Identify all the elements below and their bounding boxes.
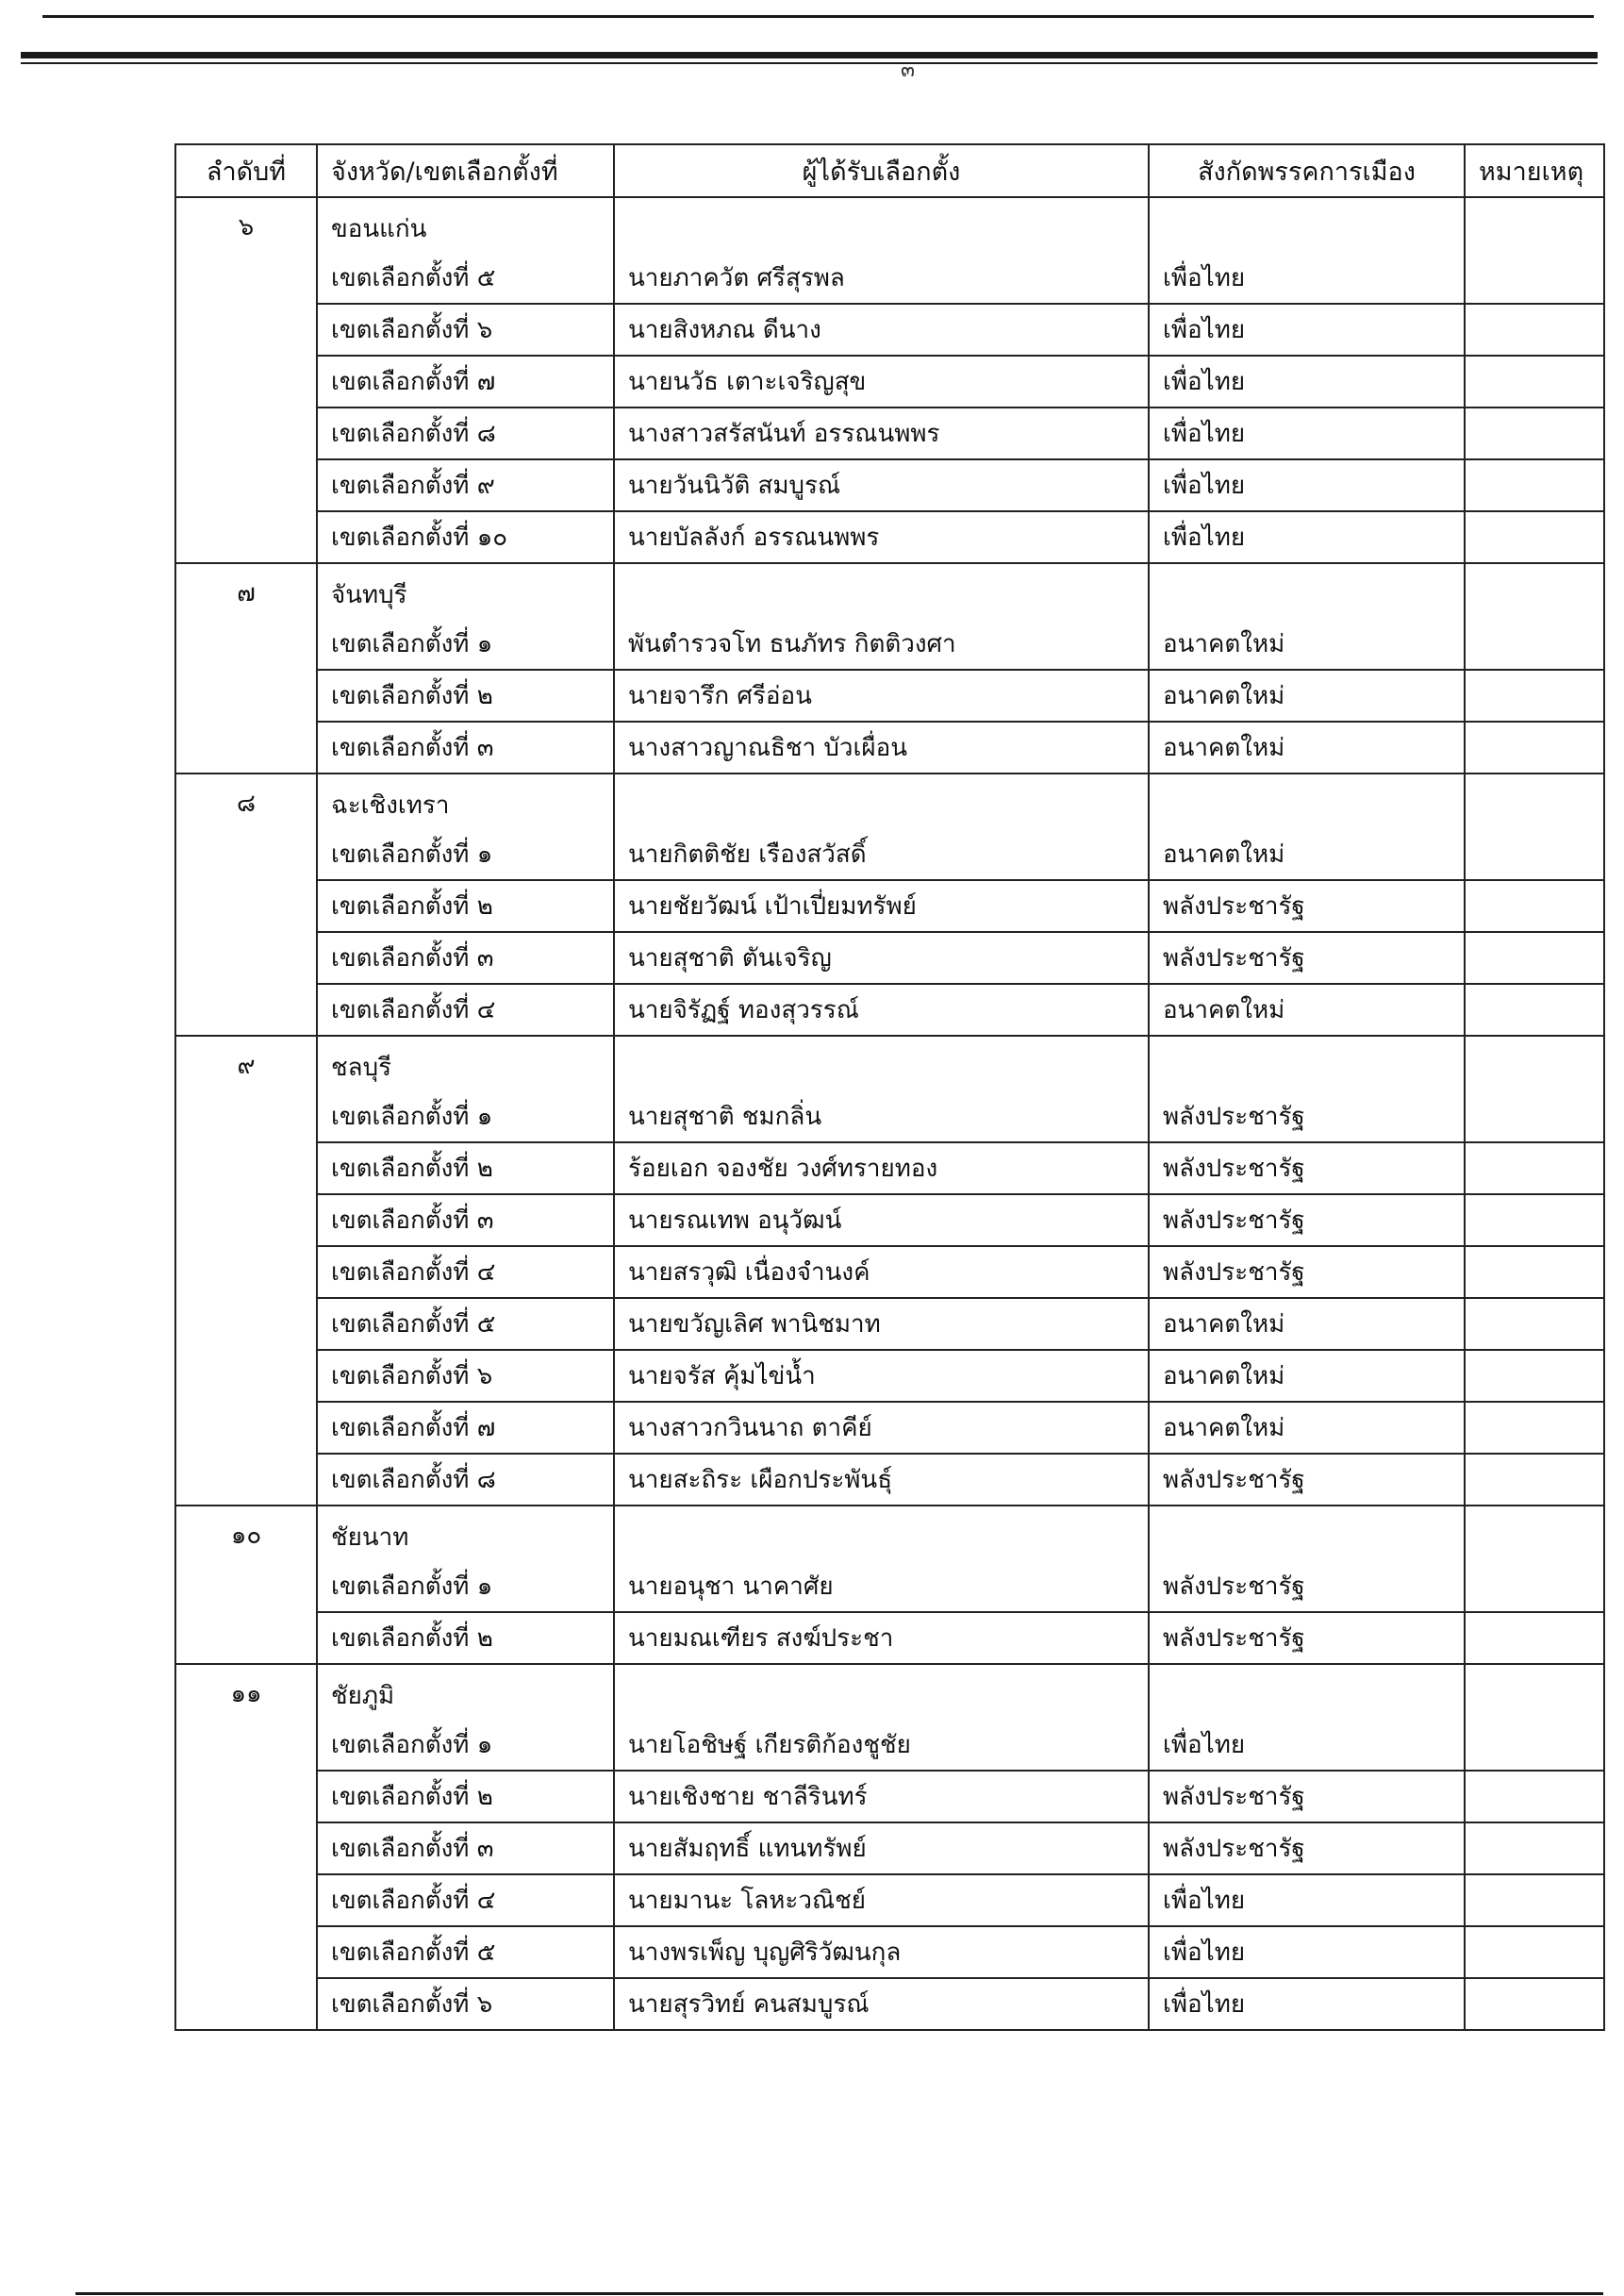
province-row [175, 197, 1604, 253]
table-row [175, 1246, 1604, 1298]
district-cell: เขตเลือกตั้งที่ ๘ [317, 1454, 614, 1506]
bottom-rule [75, 2292, 1603, 2295]
note-cell [1465, 459, 1604, 511]
table-row [175, 984, 1604, 1036]
note-cell [1465, 829, 1604, 880]
table-row [175, 1194, 1604, 1246]
note-cell [1465, 408, 1604, 459]
note-cell [1465, 1246, 1604, 1298]
empty-cell [614, 1036, 1149, 1091]
district-cell: เขตเลือกตั้งที่ ๕ [317, 1926, 614, 1978]
district-cell: เขตเลือกตั้งที่ ๒ [317, 1612, 614, 1664]
party-cell: อนาคตใหม่ [1149, 829, 1465, 880]
note-cell [1465, 1091, 1604, 1142]
elected-person-cell: นายขวัญเลิศ พานิชมาท [614, 1298, 1149, 1350]
note-cell [1465, 1978, 1604, 2030]
province-name: ขอนแก่น [317, 197, 614, 253]
party-cell: พลังประชารัฐ [1149, 1091, 1465, 1142]
table-row [175, 1298, 1604, 1350]
province-name: ฉะเชิงเทรา [317, 774, 614, 829]
page-number: ๓ [901, 58, 916, 82]
party-cell: อนาคตใหม่ [1149, 722, 1465, 774]
party-cell: เพื่อไทย [1149, 408, 1465, 459]
elected-person-cell: นายสัมฤทธิ์ แทนทรัพย์ [614, 1822, 1149, 1874]
row-number: ๖ [175, 197, 317, 563]
district-cell: เขตเลือกตั้งที่ ๖ [317, 1978, 614, 2030]
party-cell: พลังประชารัฐ [1149, 1771, 1465, 1822]
empty-cell [614, 1664, 1149, 1720]
elected-person-cell: นายสิงหภณ ดีนาง [614, 304, 1149, 356]
note-cell [1465, 1612, 1604, 1664]
note-cell [1465, 1194, 1604, 1246]
party-cell: พลังประชารัฐ [1149, 1246, 1465, 1298]
empty-cell [1465, 1036, 1604, 1091]
elected-person-cell: นายสุชาติ ชมกลิ่น [614, 1091, 1149, 1142]
elected-person-cell: นายเชิงชาย ชาลีรินทร์ [614, 1771, 1149, 1822]
empty-cell [1465, 563, 1604, 619]
empty-cell [614, 774, 1149, 829]
note-cell [1465, 722, 1604, 774]
elected-person-cell: นายอนุชา นาคาศัย [614, 1561, 1149, 1612]
note-cell [1465, 1402, 1604, 1454]
elected-person-cell: นางสาวสรัสนันท์ อรรณนพพร [614, 408, 1149, 459]
elected-person-cell: นายจารึก ศรีอ่อน [614, 670, 1149, 722]
table-row [175, 408, 1604, 459]
note-cell [1465, 932, 1604, 984]
note-cell [1465, 1926, 1604, 1978]
note-cell [1465, 253, 1604, 304]
header-person: ผู้ได้รับเลือกตั้ง [614, 144, 1149, 197]
elected-person-cell: นายภาควัต ศรีสุรพล [614, 253, 1149, 304]
district-cell: เขตเลือกตั้งที่ ๗ [317, 1402, 614, 1454]
district-cell: เขตเลือกตั้งที่ ๙ [317, 459, 614, 511]
empty-cell [1149, 1664, 1465, 1720]
elected-person-cell: นายชัยวัฒน์ เป้าเปี่ยมทรัพย์ [614, 880, 1149, 932]
header-party: สังกัดพรรคการเมือง [1149, 144, 1465, 197]
district-cell: เขตเลือกตั้งที่ ๗ [317, 356, 614, 408]
top-rule-thin [42, 15, 1594, 18]
district-cell: เขตเลือกตั้งที่ ๒ [317, 670, 614, 722]
empty-cell [1465, 774, 1604, 829]
table-row [175, 1561, 1604, 1612]
party-cell: เพื่อไทย [1149, 253, 1465, 304]
party-cell: เพื่อไทย [1149, 356, 1465, 408]
elected-person-cell: นายสรวุฒิ เนื่องจำนงค์ [614, 1246, 1149, 1298]
table-header-row [175, 144, 1604, 197]
district-cell: เขตเลือกตั้งที่ ๕ [317, 1298, 614, 1350]
province-row [175, 1664, 1604, 1720]
table-row [175, 1142, 1604, 1194]
elected-person-cell: นางพรเพ็ญ บุญศิริวัฒนกุล [614, 1926, 1149, 1978]
table-row [175, 880, 1604, 932]
party-cell: เพื่อไทย [1149, 459, 1465, 511]
empty-cell [1149, 197, 1465, 253]
party-cell: เพื่อไทย [1149, 1926, 1465, 1978]
party-cell: เพื่อไทย [1149, 1874, 1465, 1926]
note-cell [1465, 880, 1604, 932]
table-row [175, 1874, 1604, 1926]
empty-cell [1465, 1506, 1604, 1561]
party-cell: เพื่อไทย [1149, 511, 1465, 563]
table-row [175, 356, 1604, 408]
party-cell: พลังประชารัฐ [1149, 1454, 1465, 1506]
table-row [175, 511, 1604, 563]
elected-person-cell: นายจรัส คุ้มไข่น้ำ [614, 1350, 1149, 1402]
elected-person-cell: นายกิตติชัย เรืองสวัสดิ์ [614, 829, 1149, 880]
table-row [175, 1612, 1604, 1664]
district-cell: เขตเลือกตั้งที่ ๘ [317, 408, 614, 459]
district-cell: เขตเลือกตั้งที่ ๔ [317, 984, 614, 1036]
row-number: ๗ [175, 563, 317, 774]
district-cell: เขตเลือกตั้งที่ ๑ [317, 829, 614, 880]
province-row [175, 563, 1604, 619]
table-row [175, 1091, 1604, 1142]
elected-person-cell: นายบัลลังก์ อรรณนพพร [614, 511, 1149, 563]
party-cell: อนาคตใหม่ [1149, 1402, 1465, 1454]
province-name: จันทบุรี [317, 563, 614, 619]
table-row [175, 829, 1604, 880]
province-row [175, 774, 1604, 829]
table-row [175, 253, 1604, 304]
district-cell: เขตเลือกตั้งที่ ๒ [317, 1142, 614, 1194]
election-results-table [174, 143, 1605, 2031]
elected-person-cell: นายมณเฑียร สงฆ์ประชา [614, 1612, 1149, 1664]
party-cell: พลังประชารัฐ [1149, 1194, 1465, 1246]
party-cell: เพื่อไทย [1149, 1720, 1465, 1771]
party-cell: อนาคตใหม่ [1149, 984, 1465, 1036]
note-cell [1465, 984, 1604, 1036]
district-cell: เขตเลือกตั้งที่ ๑ [317, 1561, 614, 1612]
party-cell: อนาคตใหม่ [1149, 1350, 1465, 1402]
note-cell [1465, 1454, 1604, 1506]
top-rule-thick [21, 52, 1598, 58]
table-body [175, 197, 1604, 2030]
table-row [175, 459, 1604, 511]
empty-cell [1149, 774, 1465, 829]
elected-person-cell: นายสุชาติ ตันเจริญ [614, 932, 1149, 984]
header-no: ลำดับที่ [175, 144, 317, 197]
row-number: ๑๐ [175, 1506, 317, 1664]
table-row [175, 1720, 1604, 1771]
table-row [175, 1350, 1604, 1402]
district-cell: เขตเลือกตั้งที่ ๒ [317, 1771, 614, 1822]
empty-cell [1149, 1036, 1465, 1091]
row-number: ๙ [175, 1036, 317, 1506]
note-cell [1465, 511, 1604, 563]
note-cell [1465, 619, 1604, 670]
elected-person-cell: นายนวัธ เตาะเจริญสุข [614, 356, 1149, 408]
district-cell: เขตเลือกตั้งที่ ๓ [317, 932, 614, 984]
note-cell [1465, 1350, 1604, 1402]
province-name: ชลบุรี [317, 1036, 614, 1091]
elected-person-cell: ร้อยเอก จองชัย วงศ์ทรายทอง [614, 1142, 1149, 1194]
district-cell: เขตเลือกตั้งที่ ๔ [317, 1874, 614, 1926]
district-cell: เขตเลือกตั้งที่ ๖ [317, 1350, 614, 1402]
elected-person-cell: นายสะถิระ เผือกประพันธุ์ [614, 1454, 1149, 1506]
note-cell [1465, 356, 1604, 408]
header-district: จังหวัด/เขตเลือกตั้งที่ [317, 144, 614, 197]
party-cell: พลังประชารัฐ [1149, 1612, 1465, 1664]
party-cell: อนาคตใหม่ [1149, 670, 1465, 722]
empty-cell [1465, 197, 1604, 253]
header-note: หมายเหตุ [1465, 144, 1604, 197]
note-cell [1465, 1142, 1604, 1194]
row-number: ๘ [175, 774, 317, 1036]
elected-person-cell: นายสุรวิทย์ คนสมบูรณ์ [614, 1978, 1149, 2030]
note-cell [1465, 670, 1604, 722]
province-name: ชัยภูมิ [317, 1664, 614, 1720]
party-cell: พลังประชารัฐ [1149, 880, 1465, 932]
empty-cell [614, 563, 1149, 619]
table-row [175, 932, 1604, 984]
district-cell: เขตเลือกตั้งที่ ๔ [317, 1246, 614, 1298]
district-cell: เขตเลือกตั้งที่ ๓ [317, 1822, 614, 1874]
elected-person-cell: นางสาวกวินนาถ ตาคีย์ [614, 1402, 1149, 1454]
elected-person-cell: นางสาวญาณธิชา บัวเผื่อน [614, 722, 1149, 774]
empty-cell [614, 197, 1149, 253]
district-cell: เขตเลือกตั้งที่ ๑๐ [317, 511, 614, 563]
province-row [175, 1506, 1604, 1561]
table-row [175, 1926, 1604, 1978]
note-cell [1465, 1298, 1604, 1350]
note-cell [1465, 1720, 1604, 1771]
party-cell: พลังประชารัฐ [1149, 932, 1465, 984]
table-row [175, 304, 1604, 356]
district-cell: เขตเลือกตั้งที่ ๓ [317, 1194, 614, 1246]
district-cell: เขตเลือกตั้งที่ ๖ [317, 304, 614, 356]
party-cell: อนาคตใหม่ [1149, 619, 1465, 670]
table-row [175, 670, 1604, 722]
district-cell: เขตเลือกตั้งที่ ๕ [317, 253, 614, 304]
table-row [175, 1454, 1604, 1506]
party-cell: อนาคตใหม่ [1149, 1298, 1465, 1350]
district-cell: เขตเลือกตั้งที่ ๑ [317, 619, 614, 670]
party-cell: เพื่อไทย [1149, 304, 1465, 356]
note-cell [1465, 304, 1604, 356]
empty-cell [1465, 1664, 1604, 1720]
note-cell [1465, 1771, 1604, 1822]
table-row [175, 1978, 1604, 2030]
empty-cell [1149, 1506, 1465, 1561]
empty-cell [614, 1506, 1149, 1561]
note-cell [1465, 1822, 1604, 1874]
note-cell [1465, 1874, 1604, 1926]
province-name: ชัยนาท [317, 1506, 614, 1561]
elected-person-cell: นายวันนิวัติ สมบูรณ์ [614, 459, 1149, 511]
table-row [175, 619, 1604, 670]
party-cell: เพื่อไทย [1149, 1978, 1465, 2030]
top-rule-thin-2 [21, 62, 1598, 64]
table-row [175, 1402, 1604, 1454]
empty-cell [1149, 563, 1465, 619]
table-row [175, 1822, 1604, 1874]
party-cell: พลังประชารัฐ [1149, 1822, 1465, 1874]
district-cell: เขตเลือกตั้งที่ ๓ [317, 722, 614, 774]
table-row [175, 722, 1604, 774]
district-cell: เขตเลือกตั้งที่ ๑ [317, 1091, 614, 1142]
elected-person-cell: นายจิรัฏฐ์ ทองสุวรรณ์ [614, 984, 1149, 1036]
elected-person-cell: พันตำรวจโท ธนภัทร กิตติวงศา [614, 619, 1149, 670]
district-cell: เขตเลือกตั้งที่ ๑ [317, 1720, 614, 1771]
note-cell [1465, 1561, 1604, 1612]
province-row [175, 1036, 1604, 1091]
row-number: ๑๑ [175, 1664, 317, 2030]
district-cell: เขตเลือกตั้งที่ ๒ [317, 880, 614, 932]
table-row [175, 1771, 1604, 1822]
elected-person-cell: นายโอชิษฐ์ เกียรติก้องชูชัย [614, 1720, 1149, 1771]
party-cell: พลังประชารัฐ [1149, 1561, 1465, 1612]
elected-person-cell: นายมานะ โลหะวณิชย์ [614, 1874, 1149, 1926]
party-cell: พลังประชารัฐ [1149, 1142, 1465, 1194]
elected-person-cell: นายรณเทพ อนุวัฒน์ [614, 1194, 1149, 1246]
